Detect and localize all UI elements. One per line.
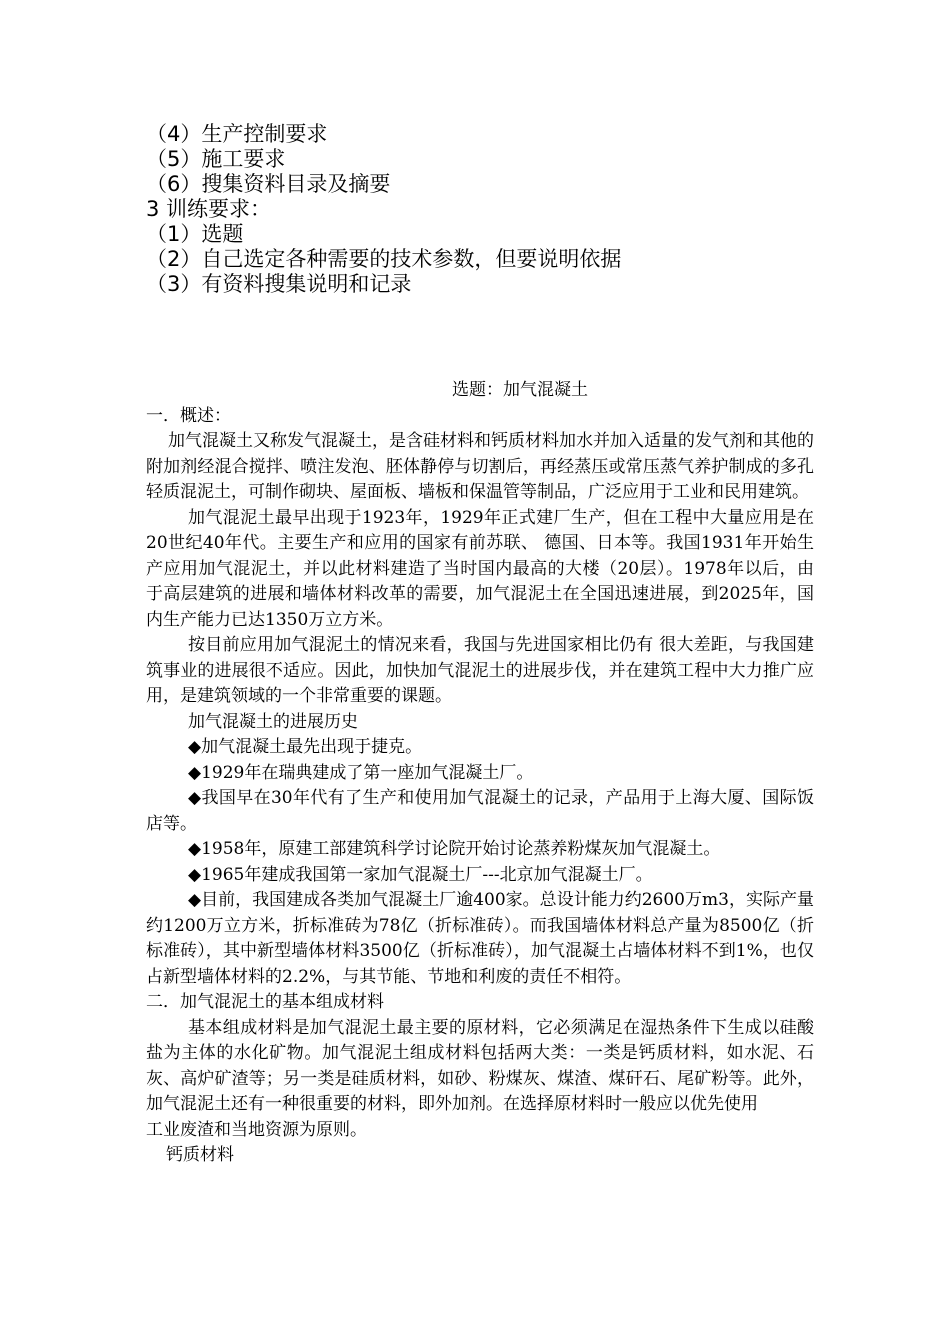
paragraph-continuation: 工业废渣和当地资源为原则。 (146, 1119, 367, 1140)
requirement-item: （1）选题 (146, 222, 244, 246)
history-item: ◆目前，我国建成各类加气混凝土厂逾400家。总设计能力约2600万m3，实际产量约1200万立方米，折标准砖为78亿（折标准砖）。而我国墙体材料总产量为8500亿（折标准砖），其中新型墙体材料3500亿（折标准砖），加气混凝土占墙体材料不到1%，也仅占新型墙体材料的2.2%，与其节能、节地和利废的责任不相符。 (146, 890, 814, 987)
requirement-item: （2）自己选定各种需要的技术参数，但要说明依据 (146, 247, 622, 271)
sub-heading-calcium-materials: 钙质材料 (166, 1145, 234, 1165)
section-heading-materials: 二．加气混泥土的基本组成材料 (146, 992, 384, 1012)
paragraph: 加气混泥土最早出现于1923年，1929年正式建厂生产，但在工程中大量应用是在20世纪40年代。主要生产和应用的国家有前苏联、 德国、日本等。我国1931年开始生产应用加气混泥土，并以此材料建造了当时国内最高的大楼（20层）。1978年以后，由于高层建筑的进展和墙体材料改革的需要，加气混泥土在全国迅速进展，到2025年，国内生产能力已达1350万立方米。 (146, 507, 814, 630)
training-requirements-heading: 3 训练要求： (146, 197, 272, 221)
requirements-list (146, 122, 621, 297)
history-item: ◆加气混凝土最先出现于捷克。 (188, 737, 423, 757)
history-item: ◆1965年建成我国第一家加气混凝土厂---北京加气混凝土厂。 (188, 864, 653, 885)
paragraph: 基本组成材料是加气混泥土最主要的原材料，它必须满足在湿热条件下生成以硅酸盐为主体的水化矿物。加气混泥土组成材料包括两大类：一类是钙质材料，如水泥、石灰、高炉矿渣等；另一类是硅质材料，如砂、粉煤灰、煤渣、煤矸石、尾矿粉等。此外，加气混泥土还有一种很重要的材料，即外加剂。在选择原材料时一般应以优先使用 (146, 1017, 814, 1114)
history-item: ◆1958年，原建工部建筑科学讨论院开始讨论蒸养粉煤灰加气混凝土。 (188, 839, 721, 859)
history-heading: 加气混凝土的进展历史 (188, 711, 358, 732)
paragraph: 加气混凝土又称发气混凝土，是含硅材料和钙质材料加水并加入适量的发气剂和其他的附加剂经混合搅拌、喷注发泡、胚体静停与切割后，再经蒸压或常压蒸气养护制成的多孔轻质混泥土，可制作砌块、屋面板、墙板和保温管等制品，广泛应用于工业和民用建筑。 (146, 431, 814, 502)
topic-title: 选题：加气混凝土 (452, 380, 588, 400)
history-item: ◆我国早在30年代有了生产和使用加气混凝土的记录，产品用于上海大厦、国际饭店等。 (146, 788, 814, 834)
main-body (146, 378, 814, 1169)
requirement-item: （4）生产控制要求 (146, 122, 328, 146)
requirement-item: （6）搜集资料目录及摘要 (146, 172, 391, 196)
paragraph: 按目前应用加气混泥土的情况来看，我国与先进国家相比仍有 很大差距，与我国建筑事业的进展很不适应。因此，加快加气混泥土的进展步伐，并在建筑工程中大力推广应用，是建筑领域的一个非常重要的课题。 (146, 635, 814, 706)
requirement-item: （3）有资料搜集说明和记录 (146, 272, 412, 296)
section-heading-overview: 一．概述： (146, 405, 231, 426)
requirement-item: （5）施工要求 (146, 147, 286, 171)
history-item: ◆1929年在瑞典建成了第一座加气混凝土厂。 (188, 762, 534, 783)
